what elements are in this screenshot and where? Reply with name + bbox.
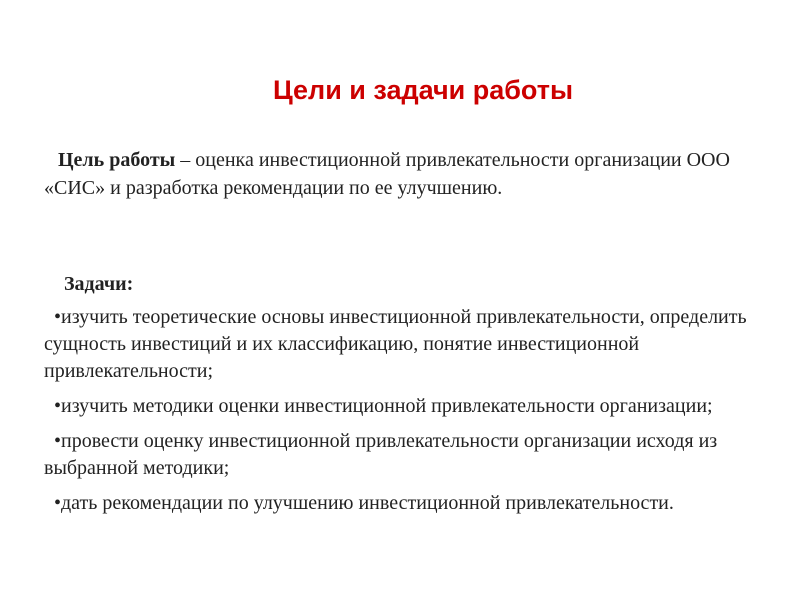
- bullet-icon: •: [54, 492, 62, 514]
- task-text: изучить теоретические основы инвестиционной привлекательности, определить сущность инвестиций и их классификацию, понятие инвестиционной привлекательности;: [44, 306, 747, 382]
- goal-label: Цель работы: [58, 149, 176, 171]
- bullet-icon: •: [54, 306, 62, 328]
- task-text: изучить методики оценки инвестиционной привлекательности организации;: [61, 395, 713, 417]
- task-item: [44, 490, 764, 517]
- slide-title: Цели и задачи работы: [272, 75, 574, 105]
- task-item: [44, 428, 764, 482]
- tasks-heading: Задачи:: [64, 273, 134, 295]
- goal-paragraph: [44, 146, 744, 202]
- task-item: [44, 304, 764, 385]
- bullet-icon: •: [54, 395, 62, 417]
- task-list: [44, 304, 764, 525]
- goal-text: – оценка инвестиционной привлекательности организации ООО «СИС» и разработка рекомендации по ее улучшению.: [44, 149, 730, 199]
- bullet-icon: •: [54, 430, 62, 452]
- task-text: провести оценку инвестиционной привлекательности организации исходя из выбранной методики;: [44, 430, 718, 479]
- task-text: дать рекомендации по улучшению инвестиционной привлекательности.: [61, 492, 674, 514]
- task-item: [44, 393, 764, 420]
